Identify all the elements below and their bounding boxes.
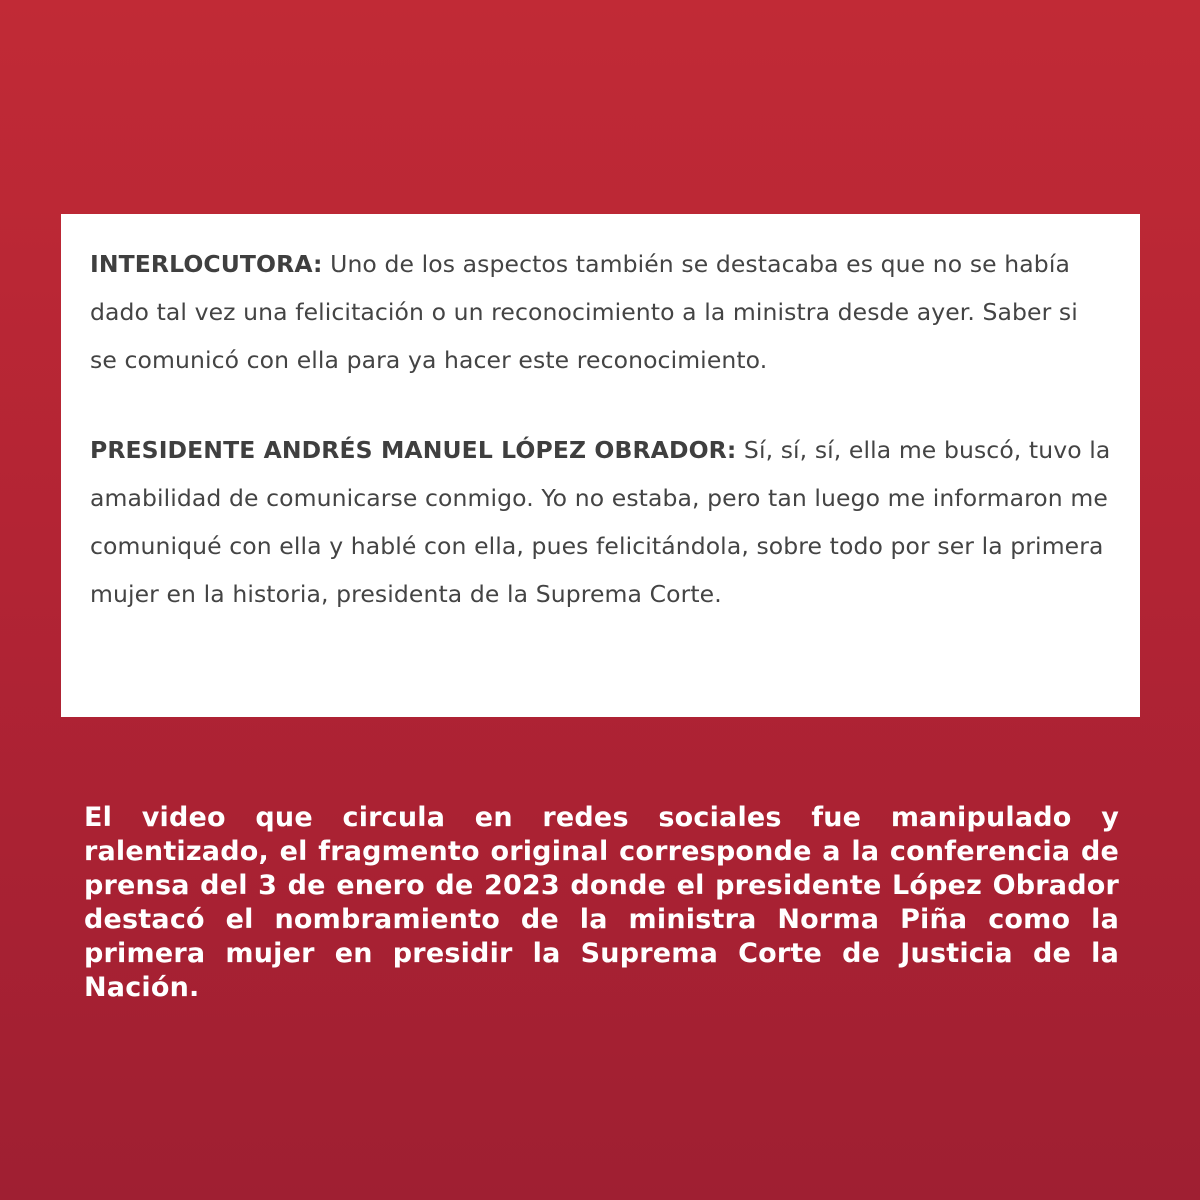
speaker-text: Uno de los aspectos también se destacaba es que no se había dado tal vez una felicitación o un reconocimiento a la ministra desde ayer. Saber si se comunicó con ella para ya hacer este reconocimiento. [90, 250, 1078, 374]
transcript-entry-interviewer [90, 240, 1112, 384]
speaker-text: Sí, sí, sí, ella me buscó, tuvo la amabilidad de comunicarse conmigo. Yo no estaba, pero tan luego me informaron me comuniqué con ella y hablé con ella, pues felicitándola, sobre todo por ser la primera mujer en la historia, presidenta de la Suprema Corte. [90, 436, 1111, 608]
transcript-box [61, 214, 1140, 717]
transcript-entry-president [90, 426, 1112, 618]
speaker-label: PRESIDENTE ANDRÉS MANUEL LÓPEZ OBRADOR: [90, 436, 737, 464]
caption-text: El video que circula en redes sociales fue manipulado y ralentizado, el fragmento original corresponde a la conferencia de prensa del 3 de enero de 2023 donde el presidente López Obrador destacó el nombramiento de la ministra Norma Piña como la primera mujer en presidir la Suprema Corte de Justicia de la Nación. [84, 802, 1119, 1003]
speaker-label: INTERLOCUTORA: [90, 250, 323, 278]
